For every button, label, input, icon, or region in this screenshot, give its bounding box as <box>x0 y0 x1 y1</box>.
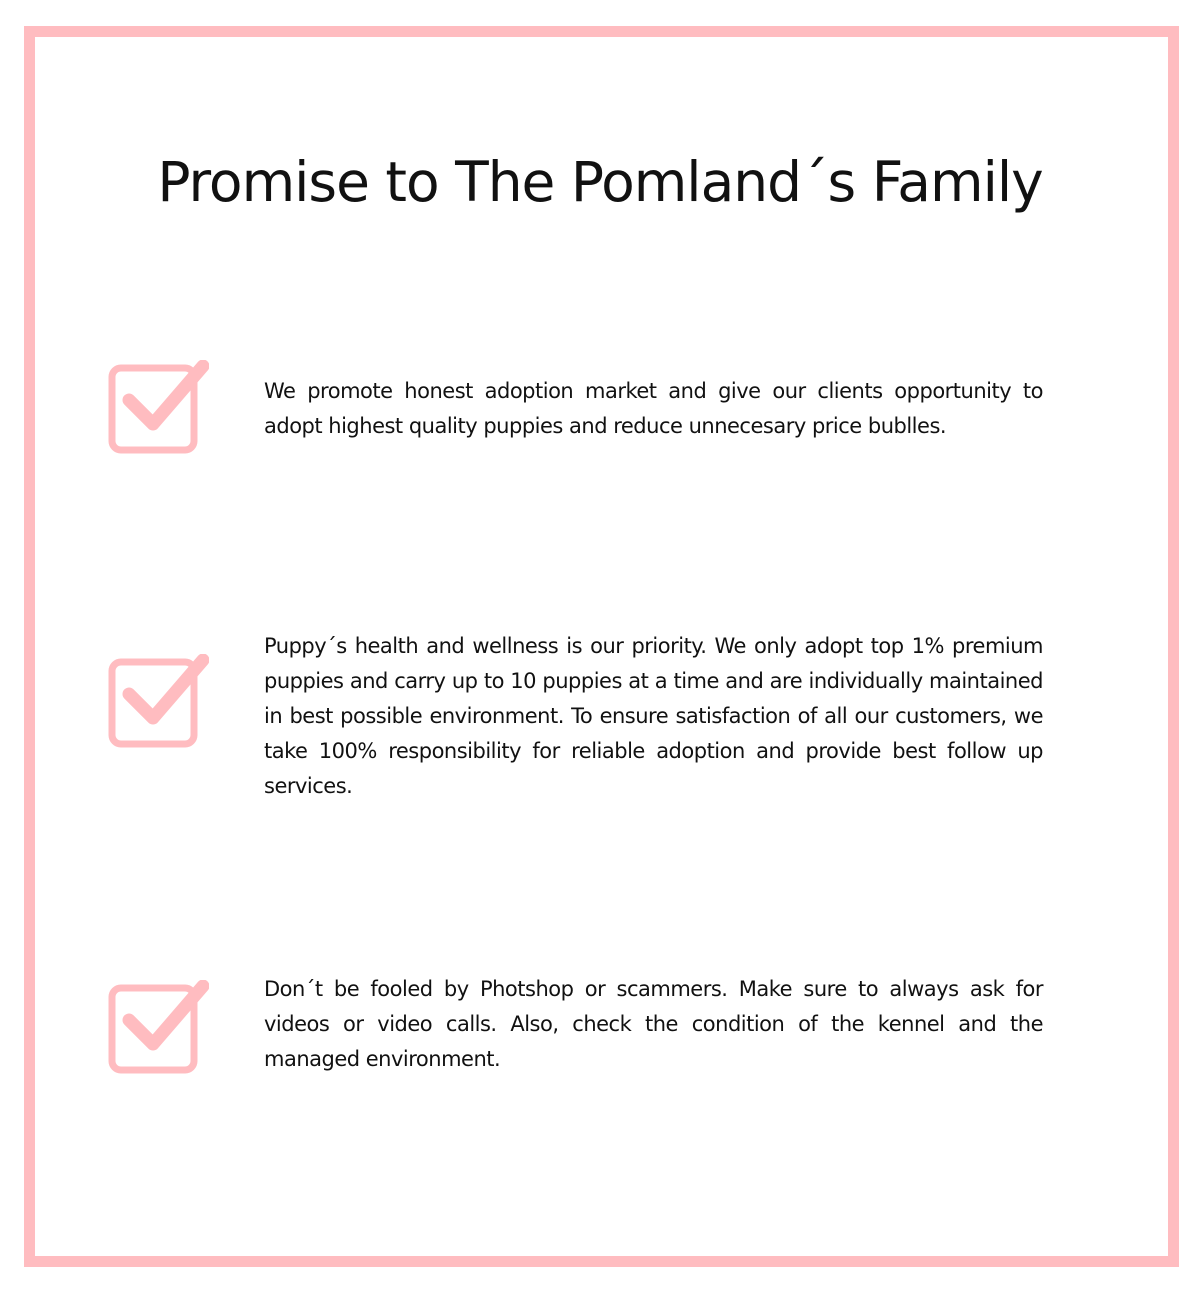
checkbox-checked-icon <box>107 654 209 748</box>
promise-text: We promote honest adoption market and give our clients opportunity to adopt highest quality puppies and reduce unnecesary price bublles. <box>264 379 1043 438</box>
checkbox-checked-icon <box>107 980 209 1074</box>
page-title: Promise to The Pomland´s Family <box>157 150 1043 214</box>
promise-text: Don´t be fooled by Photshop or scammers. Make sure to always ask for videos or video calls. Also, check the condition of the kennel and the managed environment. <box>264 977 1043 1071</box>
checkbox-checked-icon <box>107 360 209 454</box>
promise-text: Puppy´s health and wellness is our priority. We only adopt top 1% premium puppies and carry up to 10 puppies at a time and are individually maintained in best possible environment. To ensure satisfaction of all our customers, we take 100% responsibility for reliable adoption and provide best follow up services. <box>264 634 1043 798</box>
